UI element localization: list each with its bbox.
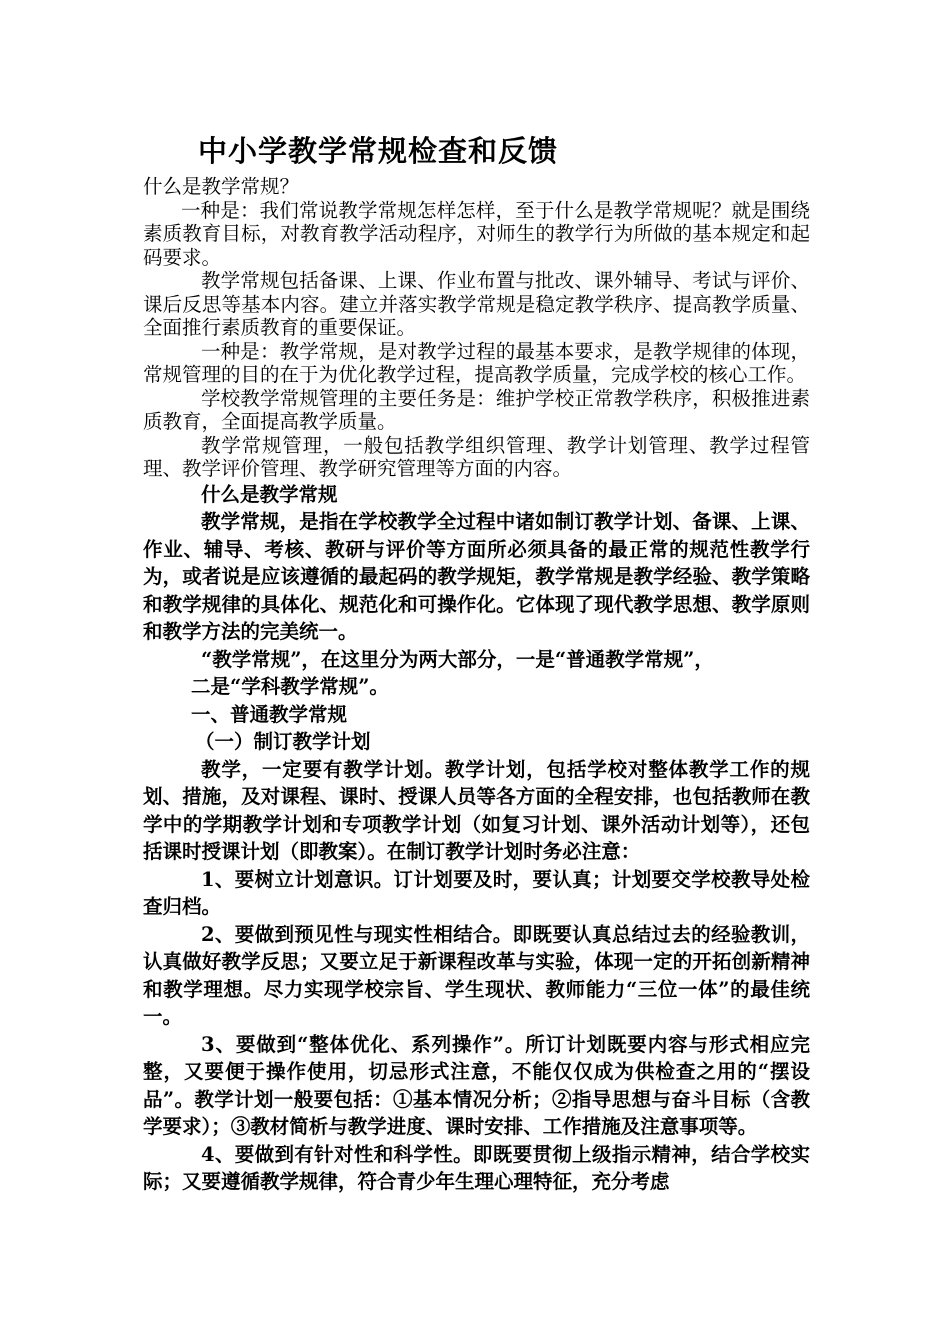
paragraph: 学校教学常规管理的主要任务是：维护学校正常教学秩序，积极推进素质教育，全面提高教学质量。 [143, 386, 810, 433]
list-item: 4、要做到有针对性和科学性。即既要贯彻上级指示精神，结合学校实际；又要遵循教学规律，符合青少年生理心理特征，充分考虑 [143, 1142, 810, 1193]
intro-section [143, 175, 810, 481]
subsection-heading: （一）制订教学计划 [195, 730, 371, 753]
paragraph: “教学常规”，在这里分为两大部分，一是“普通教学常规”， [201, 647, 714, 671]
list-item: 3、要做到“整体优化、系列操作”。所订计划既要内容与形式相应完整，又要便于操作使用，切忌形式注意，不能仅仅成为供检查之用的“摆设品”。教学计划一般要包括：①基本情况分析；②指导思想与奋斗目标（含教学要求）；③教材简析与教学进度、课时安排、工作措施及注意事项等。 [143, 1032, 810, 1138]
list-item: 1、要树立计划意识。订计划要及时，要认真；计划要交学校教导处检查归档。 [143, 867, 810, 918]
paragraph-continuation: 二是“学科教学常规”。 [191, 675, 389, 698]
paragraph: 教学，一定要有教学计划。教学计划，包括学校对整体教学工作的规划、措施，及对课程、课时、授课人员等各方面的全程安排，也包括教师在教学中的学期教学计划和专项教学计划（如复习计划、课外活动计划等），还包括课时授课计划（即教案）。在制订教学计划时务必注意： [143, 757, 810, 863]
paragraph: 教学常规管理，一般包括教学组织管理、教学计划管理、教学过程管理、教学评价管理、教学研究管理等方面的内容。 [143, 433, 810, 480]
paragraph: 教学常规，是指在学校教学全过程中诸如制订教学计划、备课、上课、作业、辅导、考核、教研与评价等方面所必须具备的最正常的规范性教学行为，或者说是应该遵循的最起码的教学规矩，教学常规是教学经验、教学策略和教学规律的具体化、规范化和可操作化。它体现了现代教学思想、教学原则和教学方法的完美统一。 [143, 510, 810, 643]
document-title: 中小学教学常规检查和反馈 [198, 134, 559, 168]
section-heading: 一、普通教学常规 [191, 702, 348, 726]
definition-section [143, 481, 810, 1196]
list-item: 2、要做到预见性与现实性相结合。即既要认真总结过去的经验教训，认真做好教学反思；又要立足于新课程改革与实验，体现一定的开拓创新精神和教学理想。尽力实现学校宗旨、学生现状、教师能力“三位一体”的最佳统一。 [143, 922, 810, 1028]
paragraph: 一种是：我们常说教学常规怎样怎样，至于什么是教学常规呢？就是围绕素质教育目标，对教育教学活动程序，对师生的教学行为所做的基本规定和起码要求。 [143, 198, 810, 269]
document-body [143, 133, 810, 1196]
question-line: 什么是教学常规？ [143, 175, 300, 198]
paragraph: 教学常规包括备课、上课、作业布置与批改、课外辅导、考试与评价、课后反思等基本内容。建立并落实教学常规是稳定教学秩序、提高教学质量、全面推行素质教育的重要保证。 [143, 269, 810, 339]
paragraph: 一种是：教学常规，是对教学过程的最基本要求，是教学规律的体现，常规管理的目的在于为优化教学过程，提高教学质量，完成学校的核心工作。 [143, 339, 810, 386]
section-heading: 什么是教学常规 [201, 482, 338, 506]
